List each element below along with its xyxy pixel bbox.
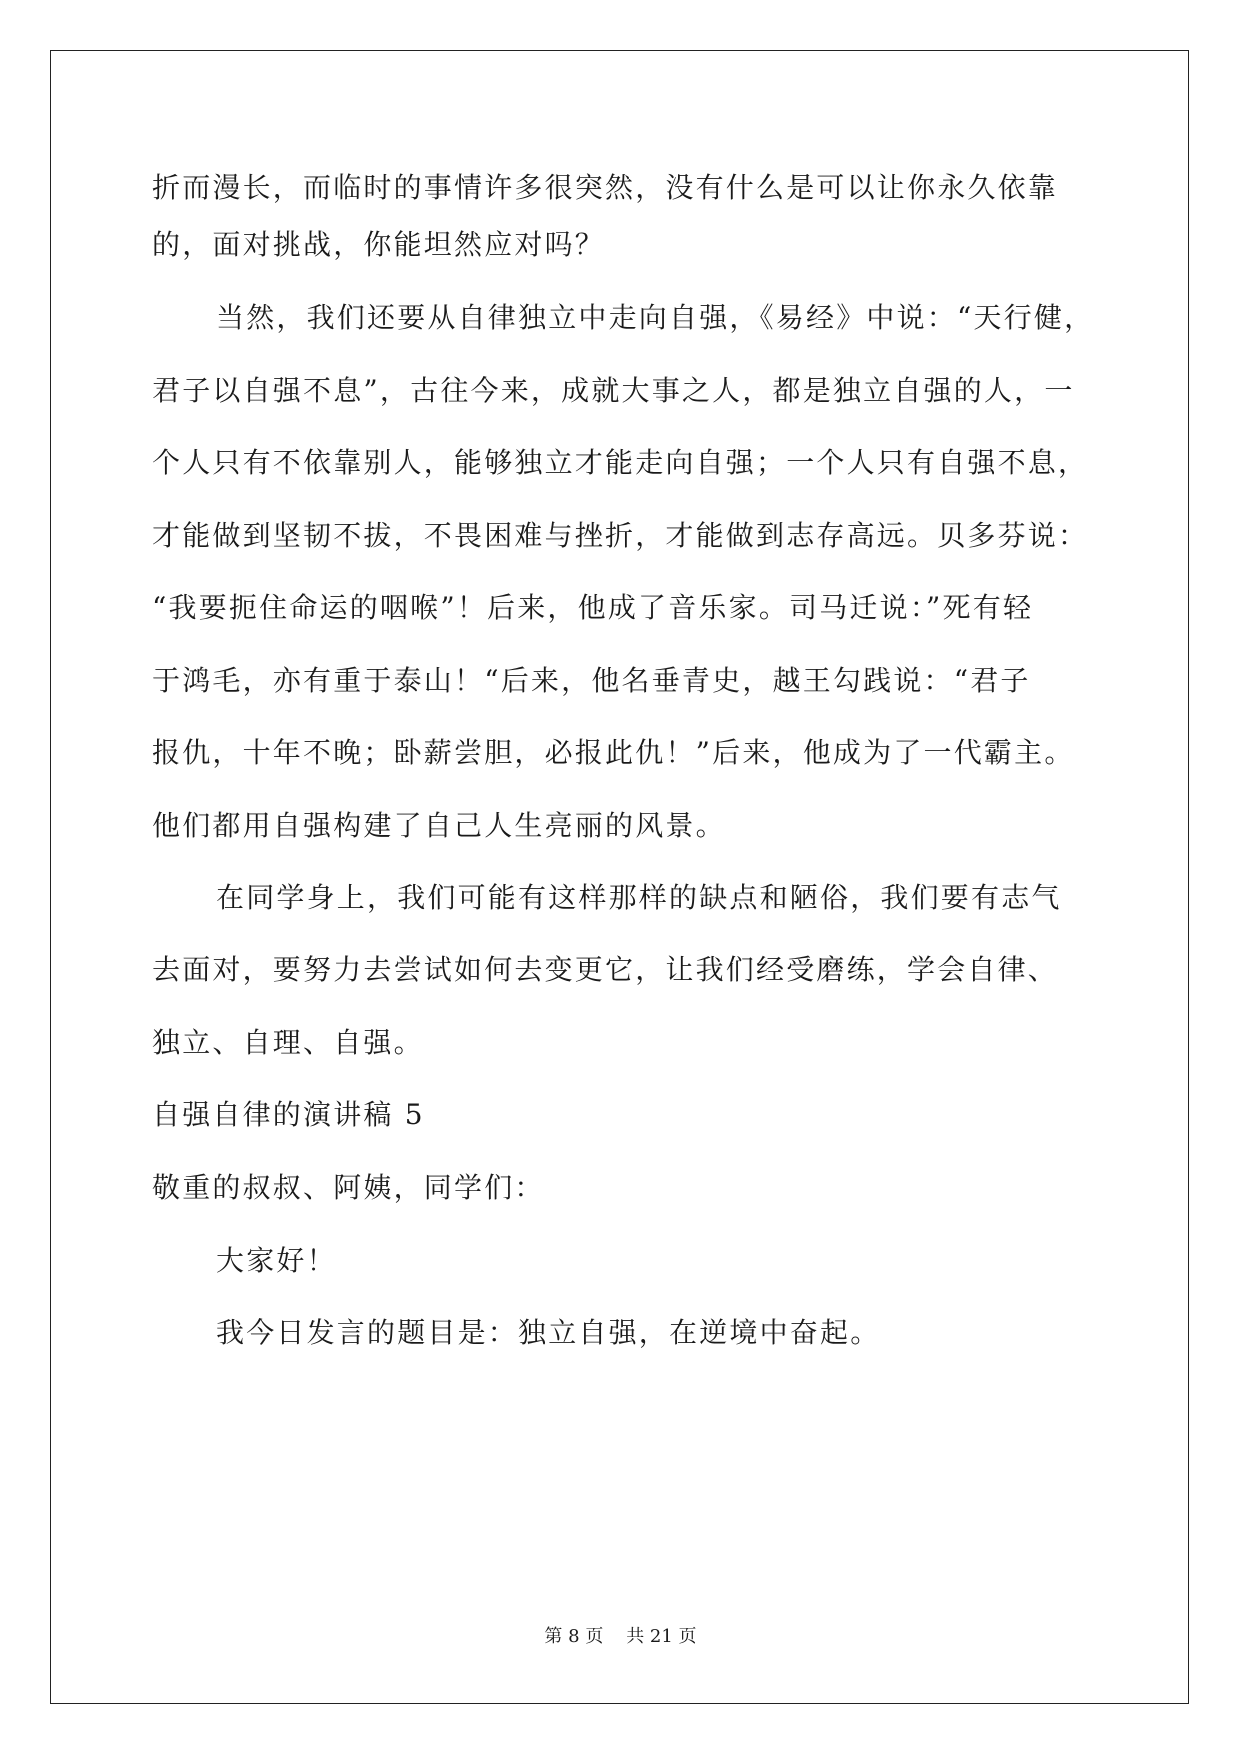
paragraph-3-line-1: 在同学身上，我们可能有这样那样的缺点和陋俗，我们要有志气 [216, 881, 1062, 914]
paragraph-2-line-4: 才能做到坚韧不拔，不畏困难与挫折，才能做到志存高远。贝多芬说： [152, 519, 1089, 552]
paragraph-2-line-5: “我要扼住命运的咽喉”！后来，他成了音乐家。司马迁说：”死有轻 [152, 591, 1034, 624]
paragraph-2-line-1: 当然，我们还要从自律独立中走向自强，《易经》中说：“天行健， [216, 301, 1095, 334]
paragraph-3-line-3: 独立、自理、自强。 [152, 1026, 424, 1059]
greeting: 大家好！ [216, 1244, 337, 1277]
paragraph-2-line-8: 他们都用自强构建了自己人生亮丽的风景。 [152, 809, 726, 842]
page-footer: 第 8 页 共 21 页 [544, 1626, 697, 1647]
paragraph-2-line-2: 君子以自强不息”，古往今来，成就大事之人，都是独立自强的人，一 [152, 374, 1075, 407]
page-border [50, 50, 1189, 1704]
topic-line: 我今日发言的题目是：独立自强，在逆境中奋起。 [216, 1316, 881, 1349]
paragraph-2-line-3: 个人只有不依靠别人，能够独立才能走向自强；一个人只有自强不息， [152, 446, 1089, 479]
paragraph-1-line-2: 的，面对挑战，你能坦然应对吗？ [152, 228, 606, 261]
section-heading: 自强自律的演讲稿 5 [152, 1098, 425, 1131]
paragraph-2-line-7: 报仇，十年不晚；卧薪尝胆，必报此仇！”后来，他成为了一代霸主。 [152, 736, 1075, 769]
paragraph-2-line-6: 于鸿毛，亦有重于泰山！“后来，他名垂青史，越王勾践说：“君子 [152, 664, 1031, 697]
paragraph-1-line-1: 折而漫长，而临时的事情许多很突然，没有什么是可以让你永久依靠 [152, 171, 1059, 204]
salutation: 敬重的叔叔、阿姨，同学们： [152, 1171, 545, 1204]
paragraph-3-line-2: 去面对，要努力去尝试如何去变更它，让我们经受磨练，学会自律、 [152, 953, 1059, 986]
